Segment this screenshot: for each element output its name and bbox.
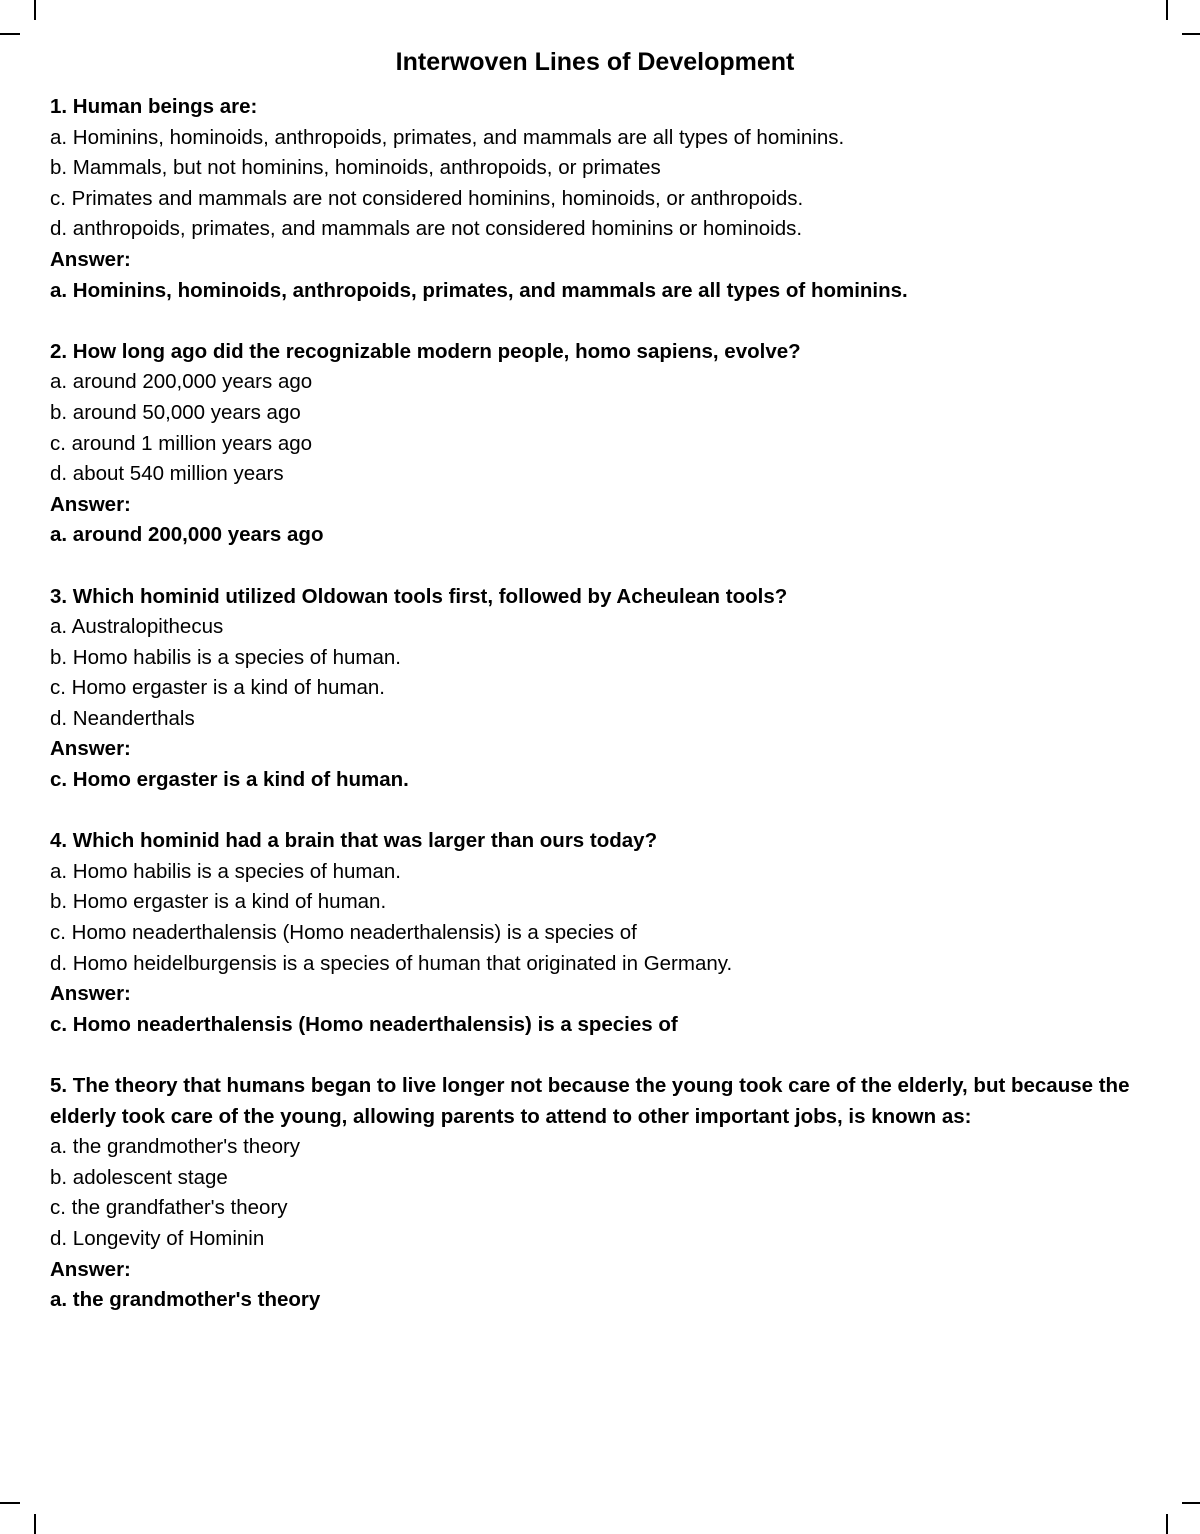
answer-option: a. Homo habilis is a species of human.	[50, 859, 401, 883]
crop-mark-bottom-left-vertical	[34, 1514, 36, 1534]
answer-label: Answer:	[50, 247, 131, 271]
answer-option: c. Homo ergaster is a kind of human.	[50, 676, 385, 700]
answer-option: c. around 1 million years ago	[50, 431, 313, 455]
document-title: Interwoven Lines of Development	[395, 48, 795, 76]
answer-option: d. about 540 million years	[50, 462, 284, 486]
question-prompt: 2. How long ago did the recognizable modern people, homo sapiens, evolve?	[50, 339, 801, 363]
document-page	[50, 44, 1140, 1346]
question-prompt: 1. Human beings are:	[50, 95, 258, 118]
answer-option: c. Primates and mammals are not considered hominins, hominoids, or anthropoids.	[50, 186, 804, 210]
answer-label: Answer:	[50, 492, 131, 516]
crop-mark-bottom-left-horizontal	[0, 1502, 20, 1504]
answer-option: b. around 50,000 years ago	[50, 400, 301, 424]
answer-option: c. Homo neaderthalensis (Homo neaderthalensis) is a species of	[50, 921, 637, 945]
answer-option: d. Neanderthals	[50, 706, 195, 730]
answer-label: Answer:	[50, 737, 131, 761]
question-prompt: 4. Which hominid had a brain that was larger than ours today?	[50, 829, 658, 853]
answer-option: d. anthropoids, primates, and mammals are not considered hominins or hominoids.	[50, 217, 803, 241]
answer-option: d. Longevity of Hominin	[50, 1226, 265, 1250]
crop-mark-top-right-horizontal	[1182, 33, 1200, 35]
question-3	[50, 582, 1140, 796]
answer-option: b. Homo habilis is a species of human.	[50, 645, 401, 669]
answer-option: d. Homo heidelburgensis is a species of human that originated in Germany.	[50, 951, 733, 975]
correct-answer: a. Hominins, hominoids, anthropoids, primates, and mammals are all types of hominins.	[50, 278, 908, 302]
crop-mark-bottom-right-vertical	[1166, 1514, 1168, 1534]
question-4	[50, 826, 1140, 1040]
answer-option: b. Mammals, but not hominins, hominoids, anthropoids, or primates	[50, 156, 661, 180]
crop-mark-top-right-vertical	[1166, 0, 1168, 20]
answer-label: Answer:	[50, 982, 131, 1006]
answer-option: b. adolescent stage	[50, 1165, 228, 1189]
question-prompt: 5. The theory that humans began to live longer not because the young took care of the elderly, but because the elderly took care of the young, allowing parents to attend to other important jobs, is known as:	[50, 1074, 1130, 1128]
correct-answer: a. the grandmother's theory	[50, 1288, 321, 1312]
answer-label: Answer:	[50, 1257, 131, 1281]
correct-answer: c. Homo ergaster is a kind of human.	[50, 768, 409, 792]
question-1	[50, 92, 1140, 306]
correct-answer: a. around 200,000 years ago	[50, 523, 324, 547]
crop-mark-top-left-horizontal	[0, 33, 20, 35]
crop-mark-top-left-vertical	[34, 0, 36, 20]
question-prompt: 3. Which hominid utilized Oldowan tools first, followed by Acheulean tools?	[50, 584, 788, 608]
answer-option: a. around 200,000 years ago	[50, 370, 313, 394]
question-2	[50, 337, 1140, 551]
answer-option: a. Australopithecus	[50, 615, 224, 639]
answer-option: c. the grandfather's theory	[50, 1196, 288, 1220]
crop-mark-bottom-right-horizontal	[1182, 1502, 1200, 1504]
answer-option: a. the grandmother's theory	[50, 1135, 301, 1159]
correct-answer: c. Homo neaderthalensis (Homo neaderthalensis) is a species of	[50, 1012, 678, 1036]
question-5	[50, 1071, 1140, 1316]
answer-option: b. Homo ergaster is a kind of human.	[50, 890, 387, 914]
answer-option: a. Hominins, hominoids, anthropoids, primates, and mammals are all types of hominins.	[50, 125, 845, 149]
